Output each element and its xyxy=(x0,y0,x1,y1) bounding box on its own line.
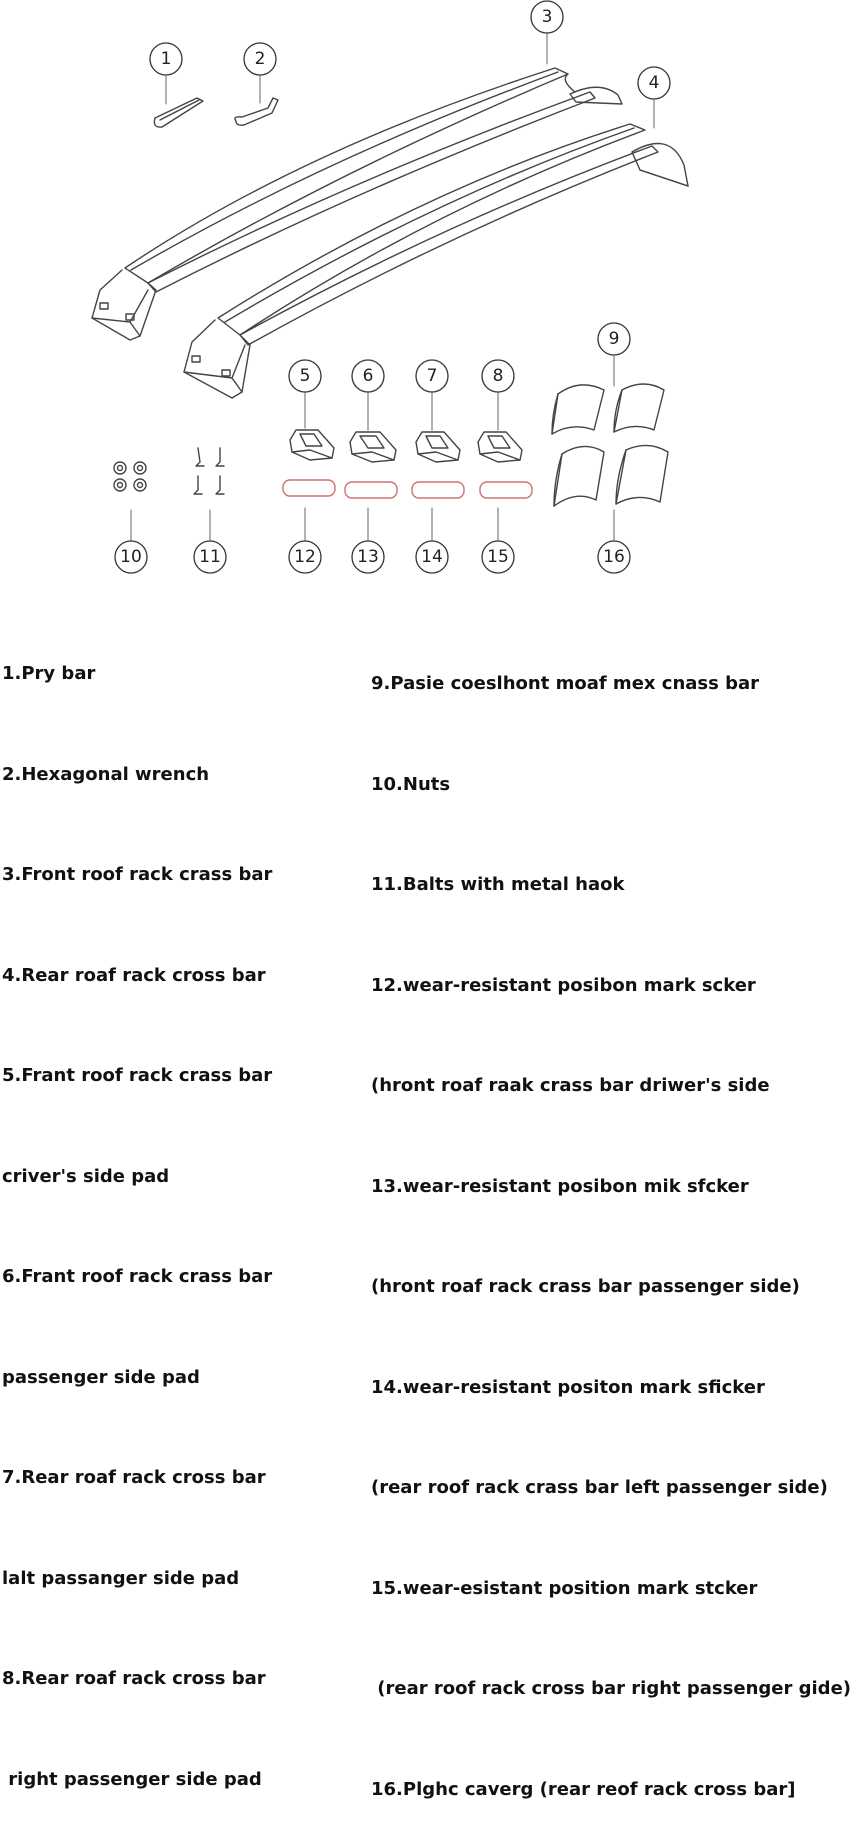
callout-8: 8 xyxy=(492,366,504,386)
pad-6-drawing xyxy=(350,432,396,462)
callout-11: 11 xyxy=(199,547,221,567)
legend-line: (rear roof rack crass bar left passenger side) xyxy=(371,1477,828,1498)
legend-line: (hront roaf raak crass bar driwer's side xyxy=(371,1075,770,1096)
callout-14: 14 xyxy=(421,547,443,567)
callout-1: 1 xyxy=(160,49,172,69)
callout-12: 12 xyxy=(294,547,316,567)
legend-line: (hront roaf rack crass bar passenger side) xyxy=(371,1276,800,1297)
sticker-14-drawing xyxy=(412,482,464,498)
callout-16: 16 xyxy=(603,547,625,567)
parts-legend-right xyxy=(371,600,851,1840)
legend-line: 2.Hexagonal wrench xyxy=(2,763,210,785)
plastic-covers-drawing xyxy=(552,384,668,506)
legend-line: 13.wear-resistant posibon mik sfcker xyxy=(371,1175,749,1197)
callout-15: 15 xyxy=(487,547,509,567)
legend-line: criver's side pad xyxy=(2,1165,170,1187)
callout-4: 4 xyxy=(648,73,660,93)
legend-line: 12.wear-resistant posibon mark scker xyxy=(371,974,756,996)
legend-line: right passenger side pad xyxy=(2,1768,262,1790)
legend-line: 10.Nuts xyxy=(371,773,451,795)
callout-3: 3 xyxy=(541,7,553,27)
pry-bar-drawing xyxy=(154,98,203,127)
sticker-15-drawing xyxy=(480,482,532,498)
front-cross-bar-drawing xyxy=(92,68,622,340)
legend-line: (rear roof rack cross bar right passenger gide) xyxy=(371,1678,851,1699)
exploded-parts-diagram xyxy=(0,0,862,590)
legend-line: 16.Plghc caverg (rear reof rack cross bar] xyxy=(371,1778,796,1800)
callout-2: 2 xyxy=(254,49,266,69)
callout-7: 7 xyxy=(426,366,438,386)
legend-line: 5.Frant roof rack crass bar xyxy=(2,1065,273,1086)
bolts-drawing xyxy=(194,448,224,494)
legend-line: 7.Rear roaf rack cross bar xyxy=(2,1467,266,1488)
callout-10: 10 xyxy=(120,547,142,567)
hexagonal-wrench-drawing xyxy=(235,98,278,125)
legend-line: lalt passanger side pad xyxy=(2,1567,240,1589)
pad-7-drawing xyxy=(416,432,460,462)
legend-line: 1.Pry bar xyxy=(2,663,96,684)
pad-5-drawing xyxy=(290,430,334,460)
parts-legend-left xyxy=(2,590,272,1830)
legend-line: 15.wear-esistant position mark stcker xyxy=(371,1577,758,1599)
legend-line: 4.Rear roaf rack cross bar xyxy=(2,964,266,986)
legend-line: 11.Balts with metal haok xyxy=(371,874,625,895)
callout-9: 9 xyxy=(608,329,620,349)
callout-5: 5 xyxy=(299,366,311,386)
legend-line: passenger side pad xyxy=(2,1366,200,1388)
callout-6: 6 xyxy=(362,366,374,386)
callout-13: 13 xyxy=(357,547,379,567)
legend-line: 9.Pasie coeslhont moaf mex cnass bar xyxy=(371,673,760,694)
sticker-13-drawing xyxy=(345,482,397,498)
legend-line: 6.Frant roof rack crass bar xyxy=(2,1266,273,1287)
sticker-12-drawing xyxy=(283,480,335,496)
legend-line: 3.Front roof rack crass bar xyxy=(2,864,273,885)
nuts-drawing xyxy=(114,462,146,491)
rear-cross-bar-drawing xyxy=(184,124,688,398)
pad-8-drawing xyxy=(478,432,522,462)
legend-line: 8.Rear roaf rack cross bar xyxy=(2,1668,266,1689)
legend-line: 14.wear-resistant positon mark sficker xyxy=(371,1376,765,1398)
